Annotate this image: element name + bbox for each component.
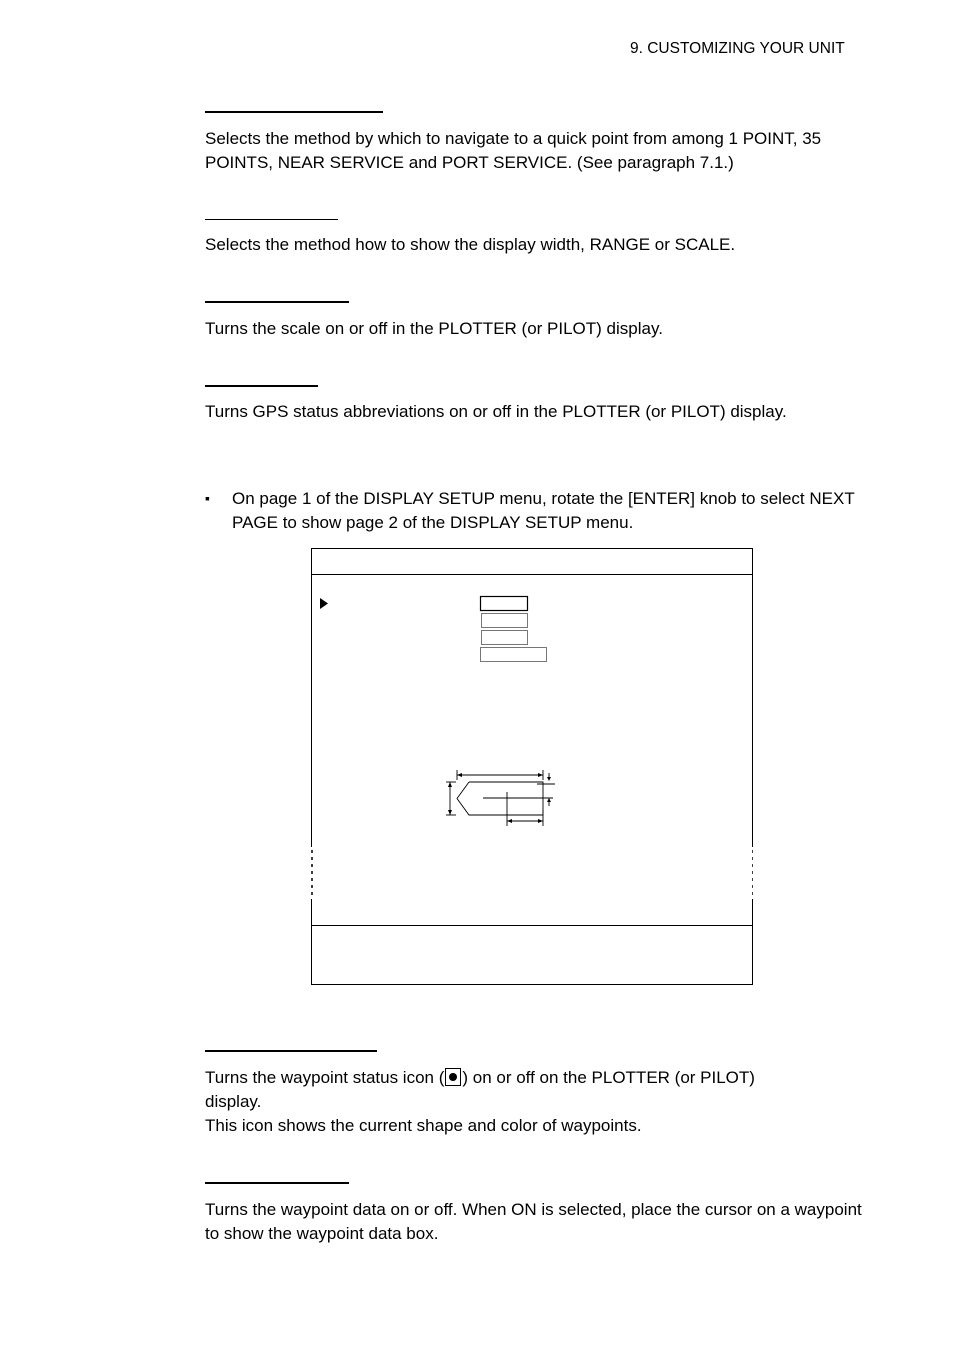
section-heading-rule-gps-status: [205, 385, 318, 387]
section-heading-rule-waypoint-data: [205, 1182, 349, 1184]
gps-status-description: Turns GPS status abbreviations on or off in the PLOTTER (or PILOT) display.: [205, 402, 787, 421]
section-heading-rule-quick-point: [205, 111, 383, 113]
waypoint-data-description: Turns the waypoint data on or off. When ON is selected, place the cursor on a waypoint to show the waypoint data box.: [205, 1200, 862, 1243]
waypoint-status-line-3: This icon shows the current shape and color of waypoints.: [205, 1116, 642, 1135]
step-bullet: ▪: [205, 490, 210, 506]
waypoint-status-text-before: Turns the waypoint status icon (: [205, 1068, 445, 1087]
step-instruction: On page 1 of the DISPLAY SETUP menu, rotate the [ENTER] knob to select NEXT PAGE to show page 2 of the DISPLAY SETUP menu.: [232, 489, 855, 532]
display-width-description: Selects the method how to show the display width, RANGE or SCALE.: [205, 235, 736, 254]
waypoint-status-text-after: ) on or off on the PLOTTER (or PILOT): [462, 1068, 755, 1087]
scale-description: Turns the scale on or off in the PLOTTER (or PILOT) display.: [205, 319, 663, 338]
section-heading-rule-waypoint-status: [205, 1050, 377, 1052]
waypoint-status-line-2: display.: [205, 1092, 262, 1111]
menu-cursor-arrow-icon: [320, 598, 328, 609]
page-header: 9. CUSTOMIZING YOUR UNIT: [630, 40, 845, 57]
waypoint-status-description: [205, 1066, 865, 1138]
section-heading-rule-scale: [205, 301, 349, 303]
section-heading-rule-display-width: [205, 219, 338, 220]
waypoint-status-icon: [445, 1068, 461, 1086]
display-setup-menu-page-2: [311, 548, 753, 985]
waypoint-status-line-1: [205, 1066, 865, 1090]
menu-frame-drawing: [311, 548, 753, 985]
quick-point-description: Selects the method by which to navigate to a quick point from among 1 POINT, 35 POINTS, NEAR SERVICE and PORT SERVICE. (See paragraph 7.1.): [205, 129, 822, 172]
